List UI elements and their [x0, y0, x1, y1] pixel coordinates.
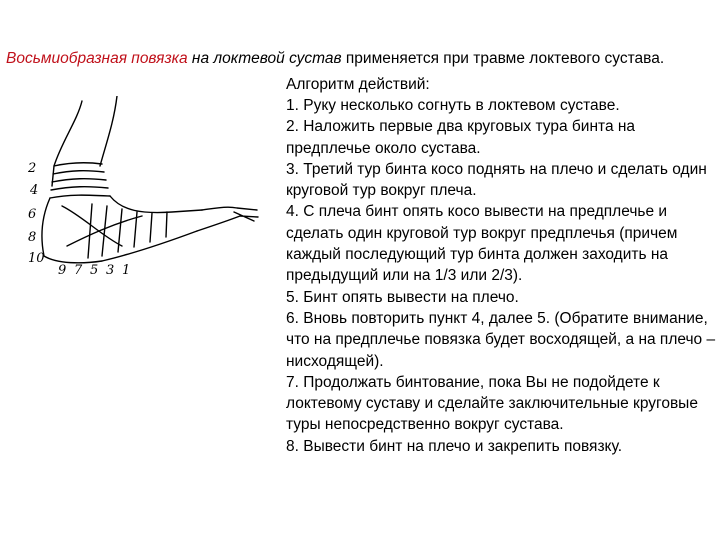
intro-text: применяется при травме локтевого сустава.	[341, 50, 665, 67]
algorithm-step: 3. Третий тур бинта косо поднять на плечо и сделать один круговой тур вокруг плеча.	[286, 160, 707, 200]
bottom-number: 1	[122, 263, 131, 278]
left-number: 8	[28, 230, 37, 245]
location-text: на локтевой сустав	[187, 50, 342, 67]
elbow-outline	[42, 198, 102, 263]
bottom-number: 9	[58, 263, 67, 278]
algorithm-step: 1. Руку несколько согнуть в локтевом суставе.	[286, 97, 620, 114]
algorithm-step: 8. Вывести бинт на плечо и закрепить повязку.	[286, 437, 623, 455]
left-number: 2	[28, 161, 37, 176]
algorithm-title: Алгоритм действий:	[286, 76, 430, 93]
algorithm-step: 4. С плеча бинт опять косо вывести на предплечье и сделать один круговой тур вокруг предплечья (причем каждый последующий тур бинта должен заходить на предыдущий или на 1/3 или 2/3).	[286, 203, 678, 285]
bandage-illustration	[22, 96, 262, 286]
forearm-outline-bottom	[102, 231, 197, 261]
algorithm-step: 7. Продолжать бинтование, пока Вы не подойдете к локтевому суставу и сделайте заключительные круговые туры непосредственно вокруг сустава.	[286, 373, 698, 434]
algorithm-steps	[286, 95, 718, 457]
left-number: 6	[28, 207, 37, 222]
term-highlight: Восьмиобразная повязка	[6, 50, 188, 67]
bottom-number: 7	[74, 263, 83, 278]
algorithm-step: 5. Бинт опять вывести на плечо.	[286, 288, 519, 306]
shoulder-bandage-turns	[50, 163, 110, 198]
bottom-number: 5	[90, 263, 99, 278]
upper-arm-outline-inner	[100, 96, 117, 166]
hand-outline	[197, 207, 258, 231]
intro-paragraph	[6, 48, 718, 69]
left-number: 10	[28, 251, 45, 266]
algorithm-step: 6. Вновь повторить пункт 4, далее 5. (Обратите внимание, что на предплечье повязка будет восходящей, а на плечо – нисходящей).	[286, 309, 716, 370]
forearm-outline-top	[110, 196, 202, 213]
left-number: 4	[30, 183, 39, 198]
bottom-number: 3	[106, 263, 115, 278]
algorithm-step: 2. Наложить первые два круговых тура бинта на предплечье около сустава.	[286, 118, 636, 157]
